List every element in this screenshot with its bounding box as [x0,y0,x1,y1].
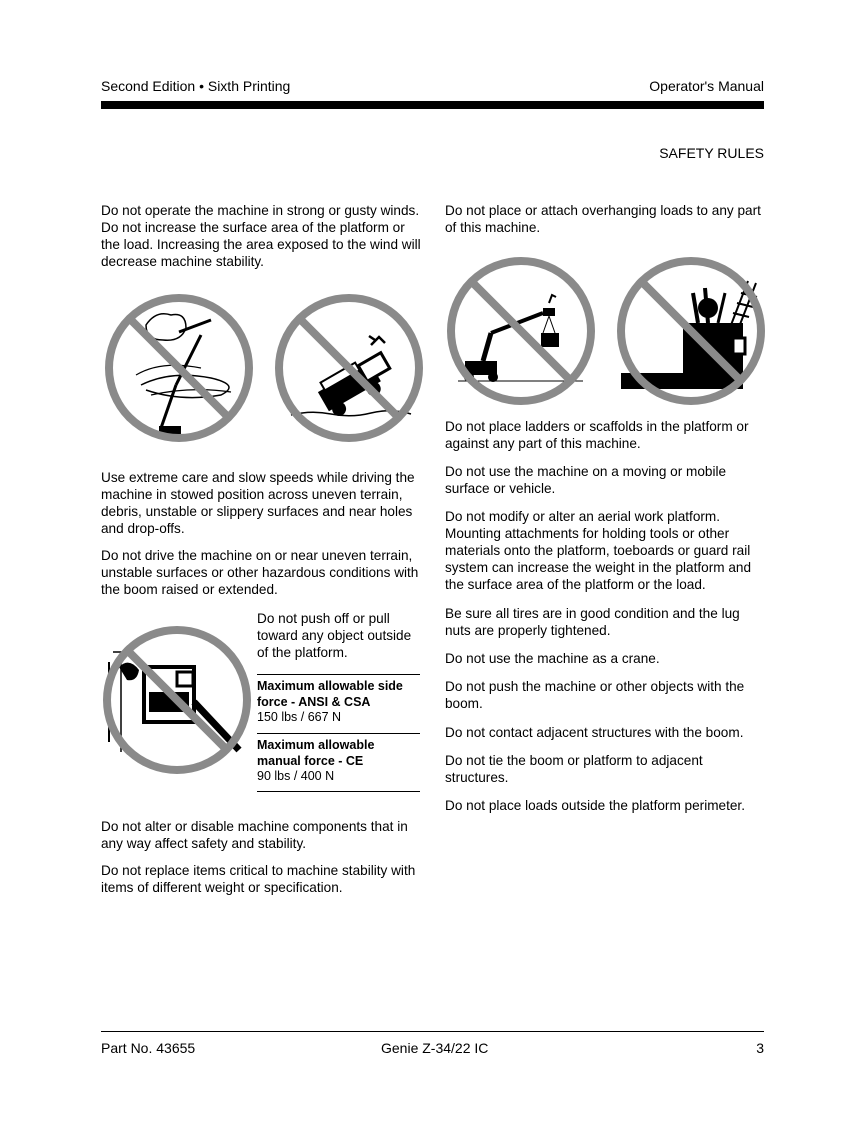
loads-perimeter-warning: Do not place loads outside the platform perimeter. [445,798,745,813]
overhanging-load-warning: Do not place or attach overhanging loads to any part of this machine. [445,203,761,235]
no-push-pull-icon [99,622,255,778]
contact-structures-warning: Do not contact adjacent structures with the boom. [445,725,744,740]
replace-warning: Do not replace items critical to machine stability with items of different weight or specification. [101,863,416,895]
side-force-value: 150 lbs / 667 N [257,710,342,724]
tie-boom-warning: Do not tie the boom or platform to adjacent structures. [445,753,703,785]
header-edition: Second Edition • Sixth Printing [101,78,291,94]
manual-force-label: Maximum allowable manual force - CE [257,738,375,768]
manual-force-value: 90 lbs / 400 N [257,769,335,783]
push-pull-warning: Do not push off or pull toward any object outside of the platform. [257,611,412,660]
footer-rule [101,1031,764,1032]
alter-warning: Do not alter or disable machine components that in any way affect safety and stability. [101,819,408,851]
section-title: SAFETY RULES [659,145,764,161]
no-tipover-icon [271,290,427,446]
moving-surface-warning: Do not use the machine on a moving or mobile surface or vehicle. [445,464,727,496]
side-force-label: Maximum allowable side force - ANSI & CSA [257,679,403,709]
driving-warning: Use extreme care and slow speeds while driving the machine in stowed position across uneven terrain, debris, unstable or slippery surfaces and near holes and drop-offs. [101,470,415,536]
header-manual-title: Operator's Manual [649,78,764,94]
tires-warning: Be sure all tires are in good condition and the lug nuts are properly tightened. [445,606,740,638]
footer-model: Genie Z-34/22 IC [381,1040,489,1056]
footer-page-number: 3 [756,1040,764,1056]
no-wind-icon [101,290,257,446]
no-overhanging-load-icon [443,253,599,409]
wind-warning: Do not operate the machine in strong or gusty winds. Do not increase the surface area of the platform or the load. Increasing the area exposed to the wind will decrease machine stability. [101,203,421,269]
force-box-bottom-rule [257,791,420,792]
crane-warning: Do not use the machine as a crane. [445,651,660,666]
modify-warning: Do not modify or alter an aerial work platform. Mounting attachments for holding tools or other materials onto the platform, toeboards or guard rail system can increase the weight in the platform and the surface area of the platform or the load. [445,509,752,592]
header-rule [101,101,764,109]
side-force-spec [257,674,420,726]
push-boom-warning: Do not push the machine or other objects with the boom. [445,679,745,711]
footer-part-number: Part No. 43655 [101,1040,196,1056]
ladder-warning: Do not place ladders or scaffolds in the platform or against any part of this machine. [445,419,749,451]
terrain-warning: Do not drive the machine on or near uneven terrain, unstable surfaces or other hazardous conditions with the boom raised or extended. [101,548,419,597]
no-overloaded-platform-icon [613,253,769,409]
manual-force-spec [257,733,420,785]
